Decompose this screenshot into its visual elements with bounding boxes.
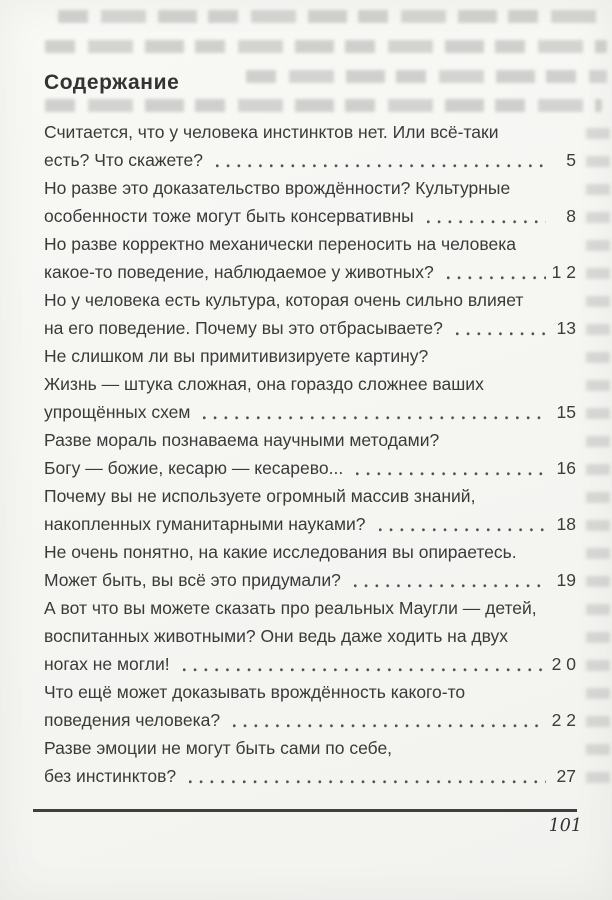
toc-page-number: 1 2: [551, 262, 576, 282]
page-title: Содержание: [44, 71, 180, 95]
toc-page-number: 16: [556, 458, 576, 478]
toc-page-number: 19: [556, 570, 576, 590]
bleedthrough-line: [45, 40, 607, 53]
toc-entry-line: [44, 174, 576, 202]
toc-entry-line: [44, 258, 576, 286]
toc-line-text: без инстинктов?: [44, 766, 177, 786]
toc-entry-line: [44, 510, 576, 538]
dot-leader: [456, 332, 546, 336]
toc-line-text: Но разве это доказательство врождённости? Культурные: [44, 178, 511, 198]
toc-line-text: упрощённых схем: [44, 402, 191, 422]
toc-line-text: поведения человека?: [44, 710, 221, 730]
toc-page-number: 2 2: [551, 710, 576, 730]
dot-leader: [379, 528, 546, 532]
dot-leader: [203, 416, 546, 420]
toc-entry-line: [44, 678, 576, 706]
toc-line-text: ногах не могли!: [44, 654, 170, 674]
toc-entry-line: [44, 230, 576, 258]
toc-line-text: Считается, что у человека инстинктов нет. Или всё-таки: [44, 122, 499, 142]
toc-entry-line: [44, 286, 576, 314]
toc-entry-line: [44, 454, 576, 482]
toc-line-text: Что ещё может доказывать врождённость какого-то: [44, 682, 466, 702]
toc-line-text: накопленных гуманитарными науками?: [44, 514, 366, 534]
footer-divider: [33, 809, 577, 812]
toc-entry-line: [44, 566, 576, 594]
toc-entry-line: [44, 146, 576, 174]
toc-line-text: Разве эмоции не могут быть сами по себе,: [44, 738, 393, 758]
toc-line-text: Может быть, вы всё это придумали?: [44, 570, 341, 590]
toc-line-text: воспитанных животными? Они ведь даже ходить на двух: [44, 626, 509, 646]
toc-entry-line: [44, 650, 576, 678]
toc-entry-line: [44, 314, 576, 342]
toc-page-number: 15: [556, 402, 576, 422]
toc-line-text: особенности тоже могут быть консервативны: [44, 206, 414, 226]
toc-entry-line: [44, 622, 576, 650]
toc-page-number: 2 0: [551, 654, 576, 674]
toc-entry-line: [44, 398, 576, 426]
bleedthrough-line: [45, 99, 602, 112]
toc-page-number: 27: [556, 766, 576, 786]
toc-line-text: Жизнь — штука сложная, она гораздо сложнее ваших: [44, 374, 484, 394]
toc-entry-line: [44, 482, 576, 510]
toc-line-text: Не слишком ли вы примитивизируете картину?: [44, 346, 429, 366]
toc-entry-line: [44, 342, 576, 370]
dot-leader: [356, 472, 546, 476]
toc-entry-line: [44, 426, 576, 454]
toc-page-number: 13: [556, 318, 576, 338]
toc-entry-line: [44, 538, 576, 566]
toc-line-text: Но разве корректно механически переносить на человека: [44, 234, 516, 254]
toc-page-number: 8: [566, 206, 576, 226]
toc-line-text: Почему вы не используете огромный массив знаний,: [44, 486, 476, 506]
bleedthrough-line: [58, 10, 604, 23]
toc-line-text: Но у человека есть культура, которая очень сильно влияет: [44, 290, 524, 310]
toc-entry-line: [44, 370, 576, 398]
toc-entry-line: [44, 734, 576, 762]
toc-line-text: Богу — божие, кесарю — кесарево...: [44, 458, 344, 478]
dot-leader: [447, 276, 546, 280]
toc-line-text: есть? Что скажете?: [44, 150, 203, 170]
toc-entry-line: [44, 762, 576, 790]
dot-leader: [427, 220, 546, 224]
table-of-contents: [44, 118, 576, 790]
dot-leader: [189, 780, 546, 784]
toc-line-text: Не очень понятно, на какие исследования вы опираетесь.: [44, 542, 517, 562]
toc-page-number: 18: [556, 514, 576, 534]
dot-leader: [216, 164, 546, 168]
toc-entry-line: [44, 202, 576, 230]
toc-line-text: какое-то поведение, наблюдаемое у животных?: [44, 262, 434, 282]
bleedthrough-margin: [586, 128, 610, 800]
dot-leader: [183, 668, 546, 672]
toc-line-text: на его поведение. Почему вы это отбрасываете?: [44, 318, 443, 338]
folio-page-number: 101: [548, 816, 582, 836]
toc-page-number: 5: [566, 150, 576, 170]
toc-line-text: Разве мораль познаваема научными методами?: [44, 430, 440, 450]
toc-entry-line: [44, 594, 576, 622]
toc-entry-line: [44, 118, 576, 146]
toc-line-text: А вот что вы можете сказать про реальных Маугли — детей,: [44, 598, 537, 618]
dot-leader: [233, 724, 546, 728]
bleedthrough-line: [246, 70, 607, 83]
toc-entry-line: [44, 706, 576, 734]
dot-leader: [354, 584, 546, 588]
